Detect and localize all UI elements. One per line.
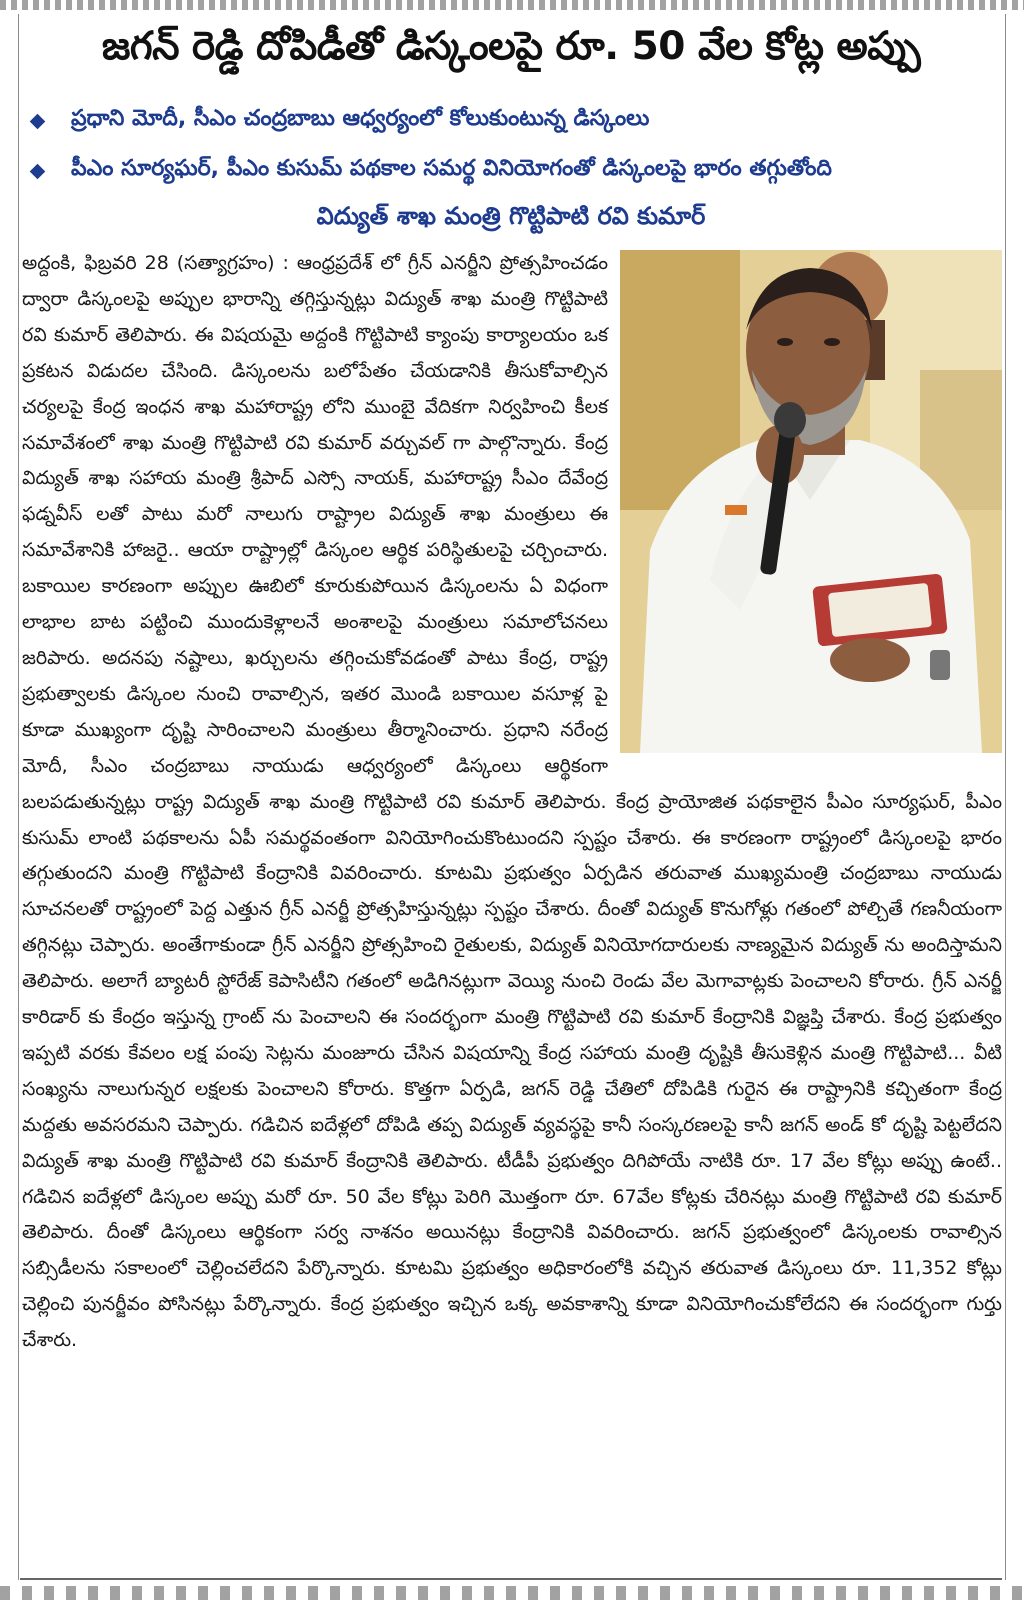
highlight-item bbox=[26, 96, 996, 146]
divider bbox=[20, 1578, 1002, 1580]
speaker-photo-illustration bbox=[620, 250, 1002, 753]
article-photo bbox=[620, 250, 1002, 753]
highlight-text: ప్రధాని మోదీ, సీఎం చంద్రబాబు ఆధ్వర్యంలో కోలుకుంటున్న డిస్కంలు bbox=[71, 106, 650, 131]
article-body-text: అద్దంకి, ఫిబ్రవరి 28 (సత్యాగ్రహం) : ఆంధ్రప్రదేశ్ లో గ్రీన్ ఎనర్జీని ప్రోత్సహించడం ద్వారా డిస్కంలపై అప్పుల భారాన్ని తగ్గిస్తున్నట్లు విద్యుత్ శాఖ మంత్రి గొట్టిపాటి రవి కుమార్ తెలిపారు. ఈ విషయమై అద్దంకి గొట్టిపాటి క్యాంపు కార్యాలయం ఒక ప్రకటన విడుదల చేసింది. డిస్కంలను బలోపేతం చేయడానికి తీసుకోవాల్సిన చర్యలపై కేంద్ర ఇంధన శాఖ మహారాష్ట్ర లోని ముంబై వేదికగా నిర్వహించి కీలక సమావేశంలో శాఖ మంత్రి గొట్టిపాటి రవి కుమార్ వర్చువల్ గా పాల్గొన్నారు. కేంద్ర విద్యుత్ శాఖ సహాయ మంత్రి శ్రీపాద్ ఎస్సో నాయక్, మహారాష్ట్ర సీఎం దేవేంద్ర ఫడ్నవీస్ లతో పాటు మరో నాలుగు రాష్ట్రాల విద్యుత్ శాఖ మంత్రులు ఈ సమావేశానికి హాజరై.. ఆయా రాష్ట్రాల్లో డిస్కంల ఆర్థిక పరిస్థితులపై చర్చించారు. బకాయిల కారణంగా అప్పుల ఊబిలో కూరుకుపోయిన డిస్కంలను ఏ విధంగా లాభాల బాట పట్టించి ముందుకెళ్లాలనే అంశాలపై మంత్రులు సమాలోచనలు జరిపారు. అదనపు నష్టాలు, ఖర్చులను తగ్గించుకోవడంతో పాటు కేంద్ర, రాష్ట్ర ప్రభుత్వాలకు డిస్కంల నుంచి రావాల్సిన, ఇతర మొండి బకాయిల వసూళ్ల పై కూడా ముఖ్యంగా దృష్టి సారించాలని మంత్రులు తీర్మానించారు. ప్రధాని నరేంద్ర మోదీ, సీఎం చంద్రబాబు నాయుడు ఆధ్వర్యంలో డిస్కంలు ఆర్థికంగా బలపడుతున్నట్లు రాష్ట్ర విద్యుత్ శాఖ మంత్రి గొట్టిపాటి రవి కుమార్ తెలిపారు. కేంద్ర ప్రాయోజిత పథకాలైన పీఎం సూర్యఘర్, పీఎం కుసుమ్ లాంటి పథకాలను ఏపీ సమర్థవంతంగా వినియోగించుకొంటుందని స్పష్టం చేశారు. ఈ కారణంగా రాష్ట్రంలో డిస్కంలపై భారం తగ్గుతుందని మంత్రి గొట్టిపాటి కేంద్రానికి వివరించారు. కూటమి ప్రభుత్వం ఏర్పడిన తరువాత ముఖ్యమంత్రి చంద్రబాబు నాయుడు సూచనలతో రాష్ట్రంలో పెద్ద ఎత్తున గ్రీన్ ఎనర్జీ ప్రోత్సహిస్తున్నట్లు స్పష్టం చేశారు. దీంతో విద్యుత్ కొనుగోళ్లు గతంలో పోల్చితే గణనీయంగా తగ్గినట్లు చెప్పారు. అంతేగాకుండా గ్రీన్ ఎనర్జీని ప్రోత్సహించి రైతులకు, విద్యుత్ వినియోగదారులకు నాణ్యమైన విద్యుత్ ను అందిస్తామని తెలిపారు. అలాగే బ్యాటరీ స్టోరేజ్ కెపాసిటీని గతంలో అడిగినట్లుగా వెయ్యి నుంచి రెండు వేల మెగావాట్లకు పెంచాలని కోరారు. గ్రీన్ ఎనర్జీ కారిడార్ కు కేంద్రం ఇస్తున్న గ్రాంట్ ను పెంచాలని ఈ సందర్భంగా మంత్రి గొట్టిపాటి రవి కుమార్ కేంద్రానికి విజ్ఞప్తి చేశారు. కేంద్ర ప్రభుత్వం ఇప్పటి వరకు కేవలం లక్ష పంపు సెట్లను మంజూరు చేసిన విషయాన్ని కేంద్ర సహాయ మంత్రి దృష్టికి తీసుకెళ్లిన మంత్రి గొట్టిపాటి... వీటి సంఖ్యను నాలుగున్నర లక్షలకు పెంచాలని కోరారు. కొత్తగా ఏర్పడి, జగన్ రెడ్డి చేతిలో దోపిడికి గురైన ఈ రాష్ట్రానికి కచ్చితంగా కేంద్ర మద్దతు అవసరమని చెప్పారు. గడిచిన ఐదేళ్లలో దోపిడి తప్ప విద్యుత్ వ్యవస్థపై కానీ సంస్కరణలపై కానీ జగన్ అండ్ కో దృష్టి పెట్టలేదని విద్యుత్ శాఖ మంత్రి గొట్టిపాటి రవి కుమార్ కేంద్రానికి తెలిపారు. టీడీపీ ప్రభుత్వం దిగిపోయే నాటికి రూ. 17 వేల కోట్లు అప్పు ఉంటే.. గడిచిన ఐదేళ్లలో డిస్కంల అప్పు మరో రూ. 50 వేల కోట్లు పెరిగి మొత్తంగా రూ. 67వేల కోట్లకు చేరినట్లు మంత్రి గొట్టిపాటి రవి కుమార్ తెలిపారు. దీంతో డిస్కంలు ఆర్థికంగా సర్వ నాశనం అయినట్లు కేంద్రానికి వివరించారు. జగన్ ప్రభుత్వంలో డిస్కంలకు రావాల్సిన సబ్సిడీలను సకాలంలో చెల్లించలేదని పేర్కొన్నారు. కూటమి ప్రభుత్వం అధికారంలోకి వచ్చిన తరువాత డిస్కంలు రూ. 11,352 కోట్లు చెల్లించి పునర్జీవం పోసినట్లు పేర్కొన్నారు. కేంద్ర ప్రభుత్వం ఇచ్చిన ఒక్క అవకాశాన్ని కూడా వినియోగించుకోలేదని ఈ సందర్భంగా గుర్తు చేశారు. bbox=[22, 252, 1002, 1352]
clipped-previous-article bbox=[0, 0, 1024, 10]
highlights-list bbox=[26, 96, 996, 196]
highlight-text: పీఎం సూర్యఘర్, పీఎం కుసుమ్ పథకాల సమర్థ వినియోగంతో డిస్కంలపై భారం తగ్గుతోంది bbox=[71, 156, 832, 181]
headline: జగన్ రెడ్డి దోపిడీతో డిస్కంలపై రూ. 50 వేల కోట్ల అప్పు bbox=[101, 24, 921, 69]
clipped-next-article bbox=[0, 1586, 1024, 1600]
byline: విద్యుత్ శాఖ మంత్రి గొట్టిపాటి రవి కుమార్ bbox=[316, 202, 706, 230]
highlight-item bbox=[26, 146, 996, 196]
diamond-bullet-icon bbox=[30, 113, 46, 129]
diamond-bullet-icon bbox=[30, 163, 46, 179]
article-body bbox=[22, 246, 1002, 1359]
